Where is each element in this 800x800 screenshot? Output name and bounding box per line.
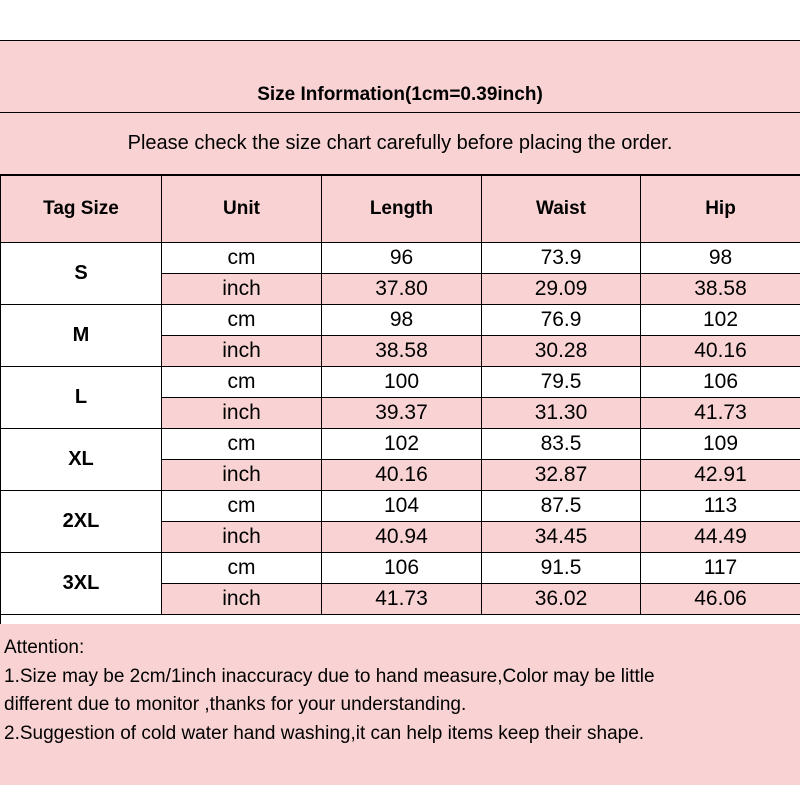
unit-cm-cell: cm: [162, 553, 322, 584]
unit-inch-cell: inch: [162, 398, 322, 429]
waist-cm-cell: 73.9: [482, 243, 641, 274]
waist-cm-cell: 79.5: [482, 367, 641, 398]
table-row: [1, 491, 800, 522]
attention-line-2: different due to monitor ,thanks for your understanding.: [4, 694, 467, 715]
waist-inch-cell: 34.45: [482, 522, 641, 553]
table-row: [1, 243, 800, 274]
table-row: [1, 553, 800, 584]
size-chart-notice: Please check the size chart carefully before placing the order.: [0, 113, 800, 175]
hip-inch-cell: 38.58: [641, 274, 800, 305]
hip-inch-cell: 46.06: [641, 584, 800, 615]
hip-cm-cell: 98: [641, 243, 800, 274]
length-inch-cell: 41.73: [322, 584, 482, 615]
length-inch-cell: 39.37: [322, 398, 482, 429]
header-hip: Hip: [641, 176, 800, 243]
unit-cm-cell: cm: [162, 491, 322, 522]
header-length: Length: [322, 176, 482, 243]
unit-cm-cell: cm: [162, 367, 322, 398]
length-cm-cell: 98: [322, 305, 482, 336]
unit-inch-cell: inch: [162, 584, 322, 615]
hip-cm-cell: 109: [641, 429, 800, 460]
unit-inch-cell: inch: [162, 336, 322, 367]
tag-size-cell: XL: [1, 429, 162, 491]
length-inch-cell: 40.94: [322, 522, 482, 553]
length-inch-cell: 38.58: [322, 336, 482, 367]
length-cm-cell: 102: [322, 429, 482, 460]
unit-inch-cell: inch: [162, 522, 322, 553]
waist-inch-cell: 30.28: [482, 336, 641, 367]
unit-cm-cell: cm: [162, 305, 322, 336]
waist-cm-cell: 87.5: [482, 491, 641, 522]
table-row: [1, 429, 800, 460]
header-tag-size: Tag Size: [1, 176, 162, 243]
length-inch-cell: 40.16: [322, 460, 482, 491]
tag-size-cell: 3XL: [1, 553, 162, 615]
hip-inch-cell: 44.49: [641, 522, 800, 553]
unit-cm-cell: cm: [162, 429, 322, 460]
waist-inch-cell: 29.09: [482, 274, 641, 305]
length-cm-cell: 96: [322, 243, 482, 274]
hip-cm-cell: 102: [641, 305, 800, 336]
size-chart-sheet: [0, 40, 800, 785]
hip-cm-cell: 106: [641, 367, 800, 398]
unit-inch-cell: inch: [162, 274, 322, 305]
size-info-title: Size Information(1cm=0.39inch): [0, 41, 800, 113]
attention-notes: [0, 624, 800, 785]
waist-inch-cell: 36.02: [482, 584, 641, 615]
unit-inch-cell: inch: [162, 460, 322, 491]
tag-size-cell: M: [1, 305, 162, 367]
table-row: [1, 305, 800, 336]
hip-cm-cell: 113: [641, 491, 800, 522]
tag-size-cell: S: [1, 243, 162, 305]
waist-inch-cell: 32.87: [482, 460, 641, 491]
unit-cm-cell: cm: [162, 243, 322, 274]
hip-inch-cell: 42.91: [641, 460, 800, 491]
attention-heading: Attention:: [4, 637, 85, 658]
header-waist: Waist: [482, 176, 641, 243]
length-cm-cell: 104: [322, 491, 482, 522]
length-cm-cell: 106: [322, 553, 482, 584]
size-table: [0, 175, 800, 615]
hip-inch-cell: 40.16: [641, 336, 800, 367]
length-inch-cell: 37.80: [322, 274, 482, 305]
waist-cm-cell: 83.5: [482, 429, 641, 460]
attention-line-3: 2.Suggestion of cold water hand washing,it can help items keep their shape.: [4, 722, 645, 744]
waist-cm-cell: 76.9: [482, 305, 641, 336]
table-row: [1, 367, 800, 398]
length-cm-cell: 100: [322, 367, 482, 398]
tag-size-cell: L: [1, 367, 162, 429]
tag-size-cell: 2XL: [1, 491, 162, 553]
table-body: [1, 243, 800, 615]
waist-inch-cell: 31.30: [482, 398, 641, 429]
attention-line-1: 1.Size may be 2cm/1inch inaccuracy due to hand measure,Color may be little: [4, 665, 655, 687]
waist-cm-cell: 91.5: [482, 553, 641, 584]
hip-inch-cell: 41.73: [641, 398, 800, 429]
table-header-row: [1, 176, 800, 243]
hip-cm-cell: 117: [641, 553, 800, 584]
header-unit: Unit: [162, 176, 322, 243]
